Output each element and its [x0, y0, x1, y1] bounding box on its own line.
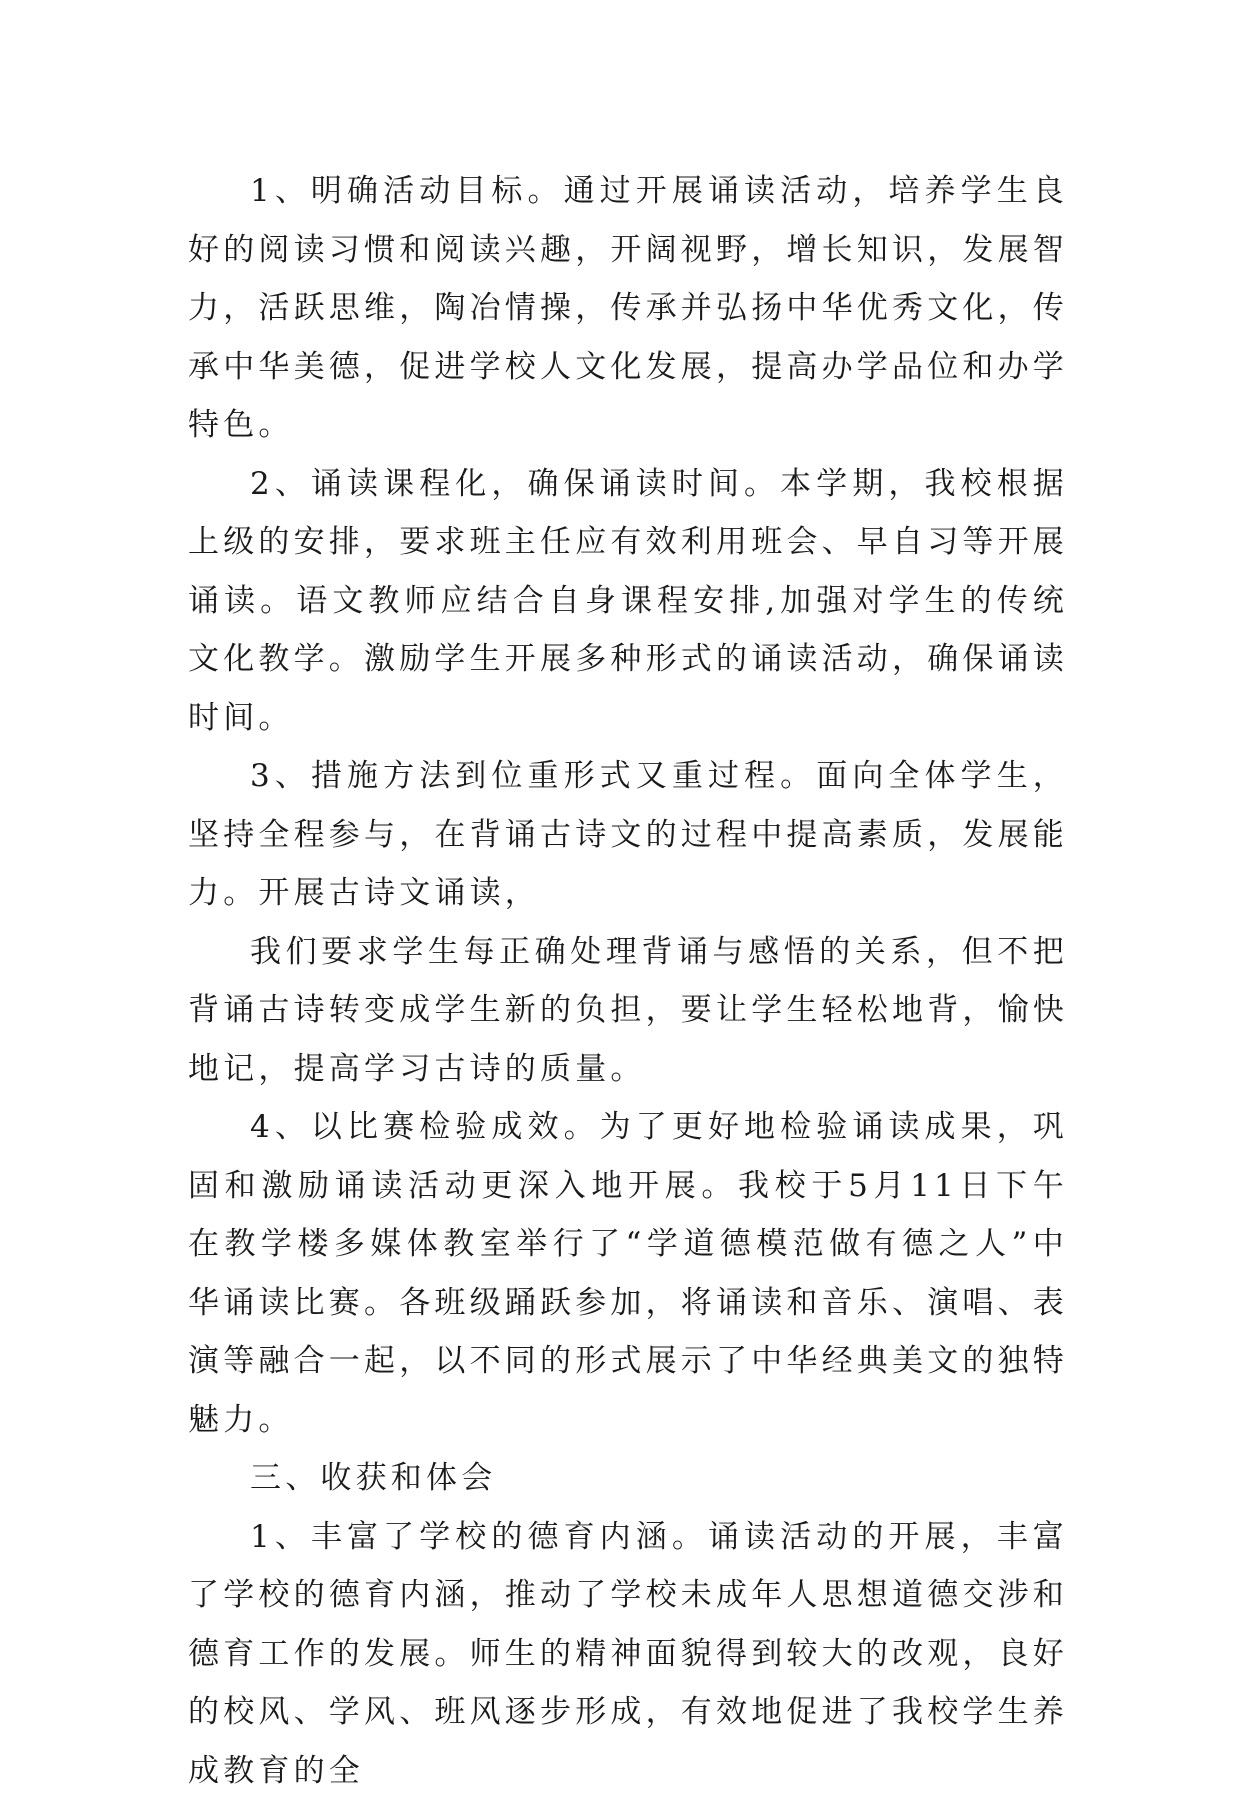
paragraph-moral-education: 1、丰富了学校的德育内涵。诵读活动的开展，丰富了学校的德育内涵，推动了学校未成年人思想道德交涉和德育工作的发展。师生的精神面貌得到较大的改观，良好的校风、学风、班风逐步形成，有效地促进了我校学生养成教育的全 [188, 1508, 1068, 1800]
document-body [188, 162, 1068, 1800]
paragraph-goal: 1、明确活动目标。通过开展诵读活动，培养学生良好的阅读习惯和阅读兴趣，开阔视野，增长知识，发展智力，活跃思维，陶冶情操，传承并弘扬中华优秀文化，传承中华美德，促进学校人文化发展，提高办学品位和办学特色。 [188, 162, 1068, 455]
paragraph-curriculum: 2、诵读课程化，确保诵读时间。本学期，我校根据上级的安排，要求班主任应有效利用班会、早自习等开展诵读。语文教师应结合自身课程安排,加强对学生的传统文化教学。激励学生开展多种形式的诵读活动，确保诵读时间。 [188, 455, 1068, 748]
paragraph-competition: 4、以比赛检验成效。为了更好地检验诵读成果，巩固和激励诵读活动更深入地开展。我校于5月11日下午在教学楼多媒体教室举行了“学道德模范做有德之人”中华诵读比赛。各班级踊跃参加，将诵读和音乐、演唱、表演等融合一起，以不同的形式展示了中华经典美文的独特魅力。 [188, 1098, 1068, 1449]
section-heading-gains: 三、收获和体会 [188, 1449, 1068, 1508]
paragraph-measures: 3、措施方法到位重形式又重过程。面向全体学生，坚持全程参与，在背诵古诗文的过程中提高素质，发展能力。开展古诗文诵读， [188, 747, 1068, 923]
paragraph-requirements: 我们要求学生每正确处理背诵与感悟的关系，但不把背诵古诗转变成学生新的负担，要让学生轻松地背，愉快地记，提高学习古诗的质量。 [188, 923, 1068, 1099]
